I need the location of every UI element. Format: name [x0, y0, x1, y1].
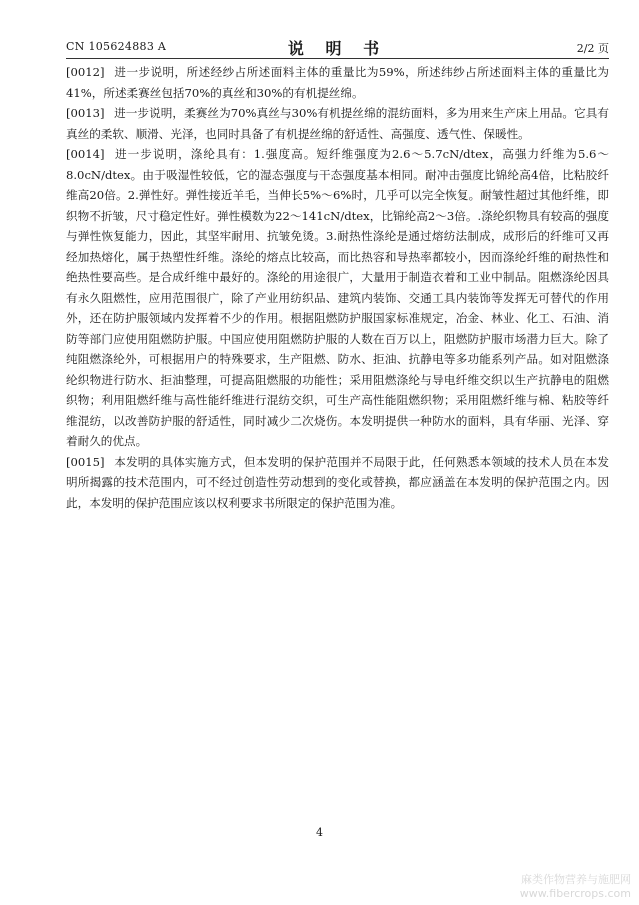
page-number: 4 — [316, 826, 323, 839]
paragraph-text: 本发明的具体实施方式，但本发明的保护范围并不局限于此，任何熟悉本领域的技术人员在本发明所揭露的技术范围内，可不经过创造性劳动想到的变化或替换，都应涵盖在本发明的保护范围之内。因此，本发明的保护范围应该以权利要求书所限定的保护范围为准。 — [66, 454, 609, 510]
paragraph-number: [0013] — [66, 106, 105, 120]
paragraph-text: 进一步说明，所述经纱占所述面料主体的重量比为59%，所述纬纱占所述面料主体的重量比为41%，所述柔赛丝包括70%的真丝和30%的有机提丝绵。 — [66, 65, 609, 100]
paragraph-number: [0014] — [66, 147, 105, 161]
watermark-site-name: 麻类作物营养与施肥网 — [521, 873, 631, 886]
site-watermark — [520, 873, 631, 901]
paragraph-number: [0015] — [66, 454, 105, 469]
description-body — [66, 62, 609, 513]
paragraph-0014 — [66, 144, 609, 452]
publication-number: CN 105624883 A — [66, 40, 167, 53]
paragraph-0013 — [66, 103, 609, 144]
paragraph-text: 进一步说明，涤纶具有：1.强度高。短纤维强度为2.6～5.7cN/dtex，高强力纤维为5.6～ 8.0cN/dtex。由于吸湿性较低，它的湿态强度与干态强度基本相同。耐冲击强度比锦纶高4倍，比粘胶纤维高20倍。2.弹性好。弹性接近羊毛，当伸长5%～6%时，几乎可以完全恢复。耐皱性超过其他纤维，即织物不折皱，尺寸稳定性好。弹性模数为22～141cN/dtex，比锦纶高2～3倍。.涤纶织物具有较高的强度与弹性恢复能力，因此，其坚牢耐用、抗皱免烫。3.耐热性涤纶是通过熔纺法制成，成形后的纤维可又再经加热熔化，属于热塑性纤维。涤纶的熔点比较高，而比热容和导热率都较小，因而涤纶纤维的耐热性和绝热性要高些。是合成纤维中最好的。涤纶的用途很广，大量用于制造衣着和工业中制品。阻燃涤纶因具有永久阻燃性，应用范围很广，除了产业用纺织品、建筑内装饰、交通工具内装饰等发挥无可替代的作用外，还在防护服领域内发挥着不少的作用。根据阻燃防护服国家标准规定，冶金、林业、化工、石油、消防等部门应使用阻燃防护服。中国应使用阻燃防护服的人数在百万以上，阻燃防护服市场潜力巨大。除了纯阻燃涤纶外，可根据用户的特殊要求，生产阻燃、防水、拒油、抗静电等多功能系列产品。如对阻燃涤纶织物进行防水、拒油整理，可提高阻燃服的功能性；采用阻燃涤纶与导电纤维交织以生产抗静电的阻燃织物；利用阻燃纤维与高性能纤维进行混纺交织，可生产高性能阻燃织物；采用阻燃纤维与棉、粘胶等纤维混纺，以改善防护服的舒适性，同时减少二次烧伤。本发明提供一种防水的面料，具有华丽、光泽、穿着耐久的优点。 — [66, 147, 609, 448]
paragraph-0012 — [66, 62, 609, 103]
paragraph-number: [0012] — [66, 65, 105, 79]
page-count: 2/2 页 — [576, 42, 609, 55]
watermark-url: www.fibercrops.com — [519, 887, 631, 900]
document-title: 说 明 书 — [287, 39, 388, 58]
paragraph-text: 进一步说明，柔赛丝为70%真丝与30%有机提丝绵的混纺面料，多为用来生产床上用品。它具有真丝的柔软、顺滑、光泽，也同时具备了有机提丝绵的舒适性、高强度、透气性、保暖性。 — [66, 106, 609, 141]
paragraph-0015 — [66, 452, 609, 514]
page-header — [66, 36, 609, 59]
